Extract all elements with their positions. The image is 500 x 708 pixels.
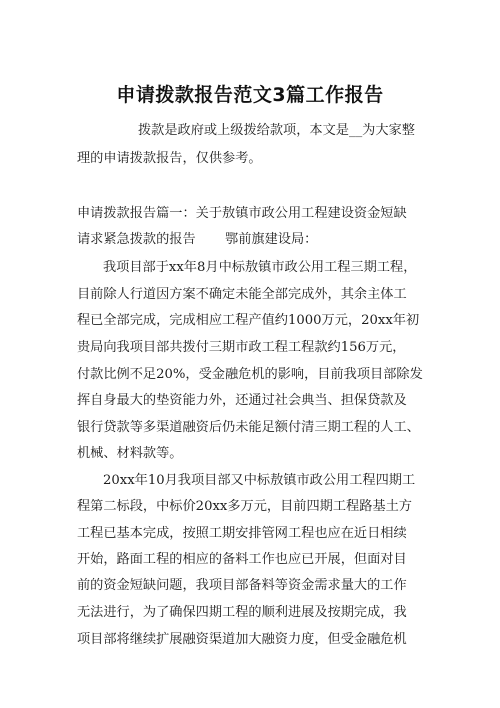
paragraph-2-line-7: 项目部将继续扩展融资渠道加大融资力度，但受金融危机 bbox=[77, 632, 407, 647]
paragraph-1-line-4: 贵局向我项目部共拨付三期市政工程工程款约156万元， bbox=[77, 340, 406, 355]
paragraph-1-line-3: 程已全部完成，完成相应工程产值约1000万元，20xx年初 bbox=[77, 313, 420, 328]
section-heading-line-1: 申请拨款报告篇一：关于敖镇市政公用工程建设资金短缺 bbox=[77, 206, 407, 221]
document-title: 申请拨款报告范文3篇工作报告 bbox=[116, 84, 384, 106]
paragraph-1-line-5: 付款比例不足20%，受金融危机的影响，目前我项目部除发 bbox=[77, 367, 423, 382]
paragraph-2-line-1: 20xx年10月我项目部又中标敖镇市政公用工程四期工 bbox=[103, 473, 416, 488]
intro-line-1: 拨款是政府或上级拨给款项，本文是__为大家整 bbox=[138, 123, 415, 138]
paragraph-1-line-7: 银行贷款等多渠道融资后仍未能足额付清三期工程的人工、 bbox=[77, 420, 420, 435]
paragraph-1-line-2: 目前除人行道因方案不确定未能全部完成外，其余主体工 bbox=[77, 287, 407, 302]
paragraph-2-line-2: 程第二标段，中标价20xx多万元，目前四期工程路基土方 bbox=[77, 499, 412, 514]
intro-line-2: 理的申请拨款报告，仅供参考。 bbox=[77, 151, 262, 166]
paragraph-1-line-1: 我项目部于xx年8月中标敖镇市政公用工程三期工程， bbox=[103, 260, 417, 275]
paragraph-1-line-8: 机械、材料款等。 bbox=[77, 446, 183, 461]
paragraph-2-line-6: 无法进行，为了确保四期工程的顺利进展及按期完成，我 bbox=[77, 605, 407, 620]
paragraph-2-line-4: 开始，路面工程的相应的备料工作也应已开展，但面对目 bbox=[77, 552, 407, 567]
paragraph-2-line-3: 工程已基本完成，按照工期安排管网工程也应在近日相续 bbox=[77, 526, 407, 541]
paragraph-1-line-6: 挥自身最大的垫资能力外，还通过社会典当、担保贷款及 bbox=[77, 393, 407, 408]
paragraph-2-line-5: 前的资金短缺问题，我项目部备料等资金需求量大的工作 bbox=[77, 578, 407, 593]
section-heading-line-2: 请求紧急拨款的报告 鄂前旗建设局： bbox=[77, 232, 318, 247]
